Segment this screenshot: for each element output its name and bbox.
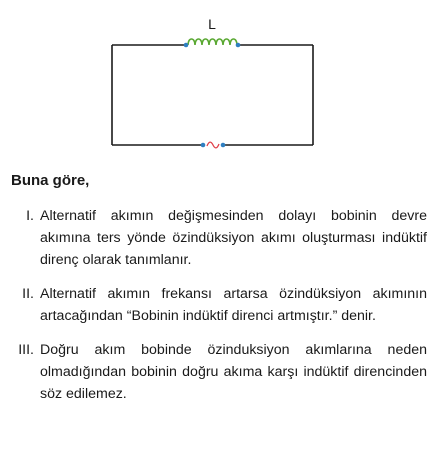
- statement-item: [0, 339, 437, 405]
- statement-text: Alternatif akımın frekansı artarsa özindüksiyon akımının artacağından “Bobinin indüktif direnci artmıştır.” denir.: [40, 286, 427, 324]
- circuit-wires: [112, 45, 313, 145]
- statement-text: Doğru akım bobinde özinduksiyon akımlarına neden olmadığından bobinin doğru akıma karşı indüktif direncinden söz edilemez.: [40, 342, 427, 402]
- statement-numeral: II.: [22, 286, 34, 302]
- source-terminal-right: [221, 143, 226, 148]
- statement-text: Alternatif akımın değişmesinden dolayı bobinin devre akımına ters yönde özindüksiyon akımı oluşturması indüktif direnç olarak tanımlanır.: [40, 208, 427, 268]
- question-heading: Buna göre,: [11, 172, 90, 189]
- inductor-terminal-right: [236, 43, 241, 48]
- statement-item: [0, 205, 437, 271]
- source-terminal-left: [201, 143, 206, 148]
- statement-numeral: I.: [26, 208, 34, 224]
- inductor-label: L: [208, 16, 216, 32]
- inductor-coil-icon: [184, 39, 241, 47]
- circuit-diagram: [0, 0, 437, 160]
- statement-list: [0, 205, 437, 417]
- statement-item: [0, 283, 437, 327]
- ac-source-icon: [201, 142, 226, 148]
- statement-numeral: III.: [18, 342, 34, 358]
- inductor-terminal-left: [184, 43, 189, 48]
